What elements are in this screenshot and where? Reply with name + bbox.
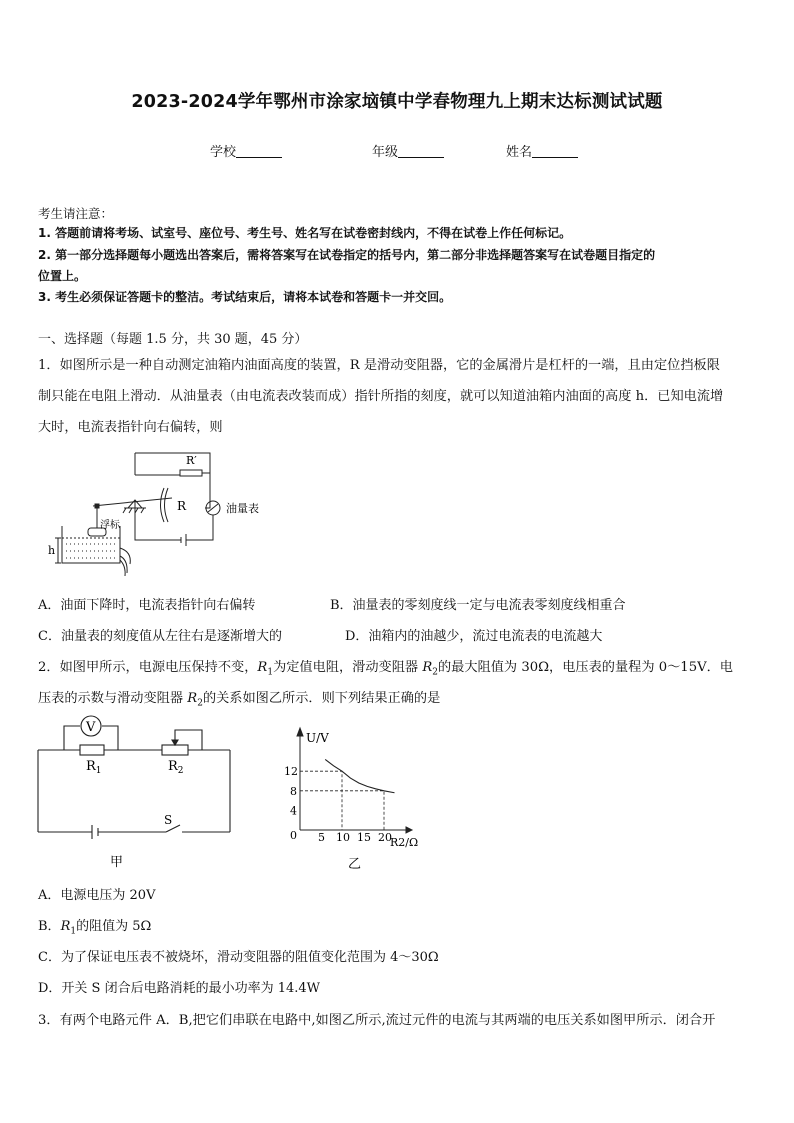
- q2-circuit-figure: [30, 710, 250, 875]
- x-tick-label: 15: [357, 831, 371, 844]
- r1-label: $R_1$: [86, 759, 102, 776]
- q2-option-d[interactable]: D．开关 S 闭合后电路消耗的最小功率为 14.4W: [38, 981, 321, 996]
- u-r2-curve: [325, 759, 394, 792]
- fig-jia-caption: 甲: [110, 855, 124, 870]
- q1-option-d[interactable]: D．油箱内的油越少，流过电流表的电流越大: [345, 629, 603, 644]
- notice-heading: 考生请注意：: [38, 206, 114, 221]
- q1-line-2: 制只能在电阻上滑动．从油量表（由电流表改装而成）指针所指的刻度，就可以知道油箱内油面的高度 h．已知电流增: [38, 389, 724, 404]
- q3-line-1: 3．有两个电路元件 A．B,把它们串联在电路中,如图乙所示,流过元件的电流与其两端的电压关系如图甲所示．闭合开: [38, 1013, 716, 1028]
- grade-label: 年级: [372, 145, 399, 160]
- y-tick-label: 12: [284, 765, 298, 779]
- q1-option-a[interactable]: A．油面下降时，电流表指针向右偏转: [38, 598, 256, 613]
- h-label: h: [48, 544, 56, 557]
- q1-line-1: 1．如图所示是一种自动测定油箱内油面高度的装置，R 是滑动变阻器，它的金属滑片是杠杆的一端，且由定位挡板限: [38, 358, 720, 373]
- q2-voltage-graph: [270, 722, 430, 872]
- notice-item-2-cont: 位置上。: [38, 269, 87, 283]
- school-blank[interactable]: [236, 144, 282, 158]
- name-blank[interactable]: [532, 144, 578, 158]
- q2-line-1: 2．如图甲所示，电源电压保持不变，$R_1$为定值电阻，滑动变阻器 $R_2$的最大阻值为 30Ω，电压表的量程为 0～15V．电: [38, 660, 733, 678]
- notice-item-1: 1. 答题前请将考场、试室号、座位号、考生号、姓名写在试卷密封线内，不得在试卷上作任何标记。: [38, 226, 572, 240]
- fig-yi-caption: 乙: [348, 857, 362, 872]
- q2-line-2: 压表的示数与滑动变阻器 $R_2$的关系如图乙所示．则下列结果正确的是: [38, 691, 441, 709]
- school-label: 学校: [210, 145, 237, 160]
- r-prime-label: R′: [186, 454, 197, 467]
- page-title: 2023-2024学年鄂州市涂家垴镇中学春物理九上期末达标测试试题: [131, 92, 663, 112]
- section-heading: 一、选择题（每题 1.5 分，共 30 题，45 分）: [38, 332, 308, 347]
- q1-option-b[interactable]: B．油量表的零刻度线一定与电流表零刻度线相重合: [330, 598, 626, 613]
- q2-option-c[interactable]: C．为了保证电压表不被烧坏，滑动变阻器的阻值变化范围为 4～30Ω: [38, 950, 439, 965]
- school-field: [210, 141, 282, 160]
- notice-item-3: 3. 考生必须保证答题卡的整洁。考试结束后，请将本试卷和答题卡一并交回。: [38, 290, 452, 304]
- q1-option-c[interactable]: C．油量表的刻度值从左往右是逐渐增大的: [38, 629, 282, 644]
- x-tick-label: 5: [318, 831, 325, 844]
- oil-meter-label: 油量表: [226, 502, 259, 515]
- q1-line-3: 大时，电流表指针向右偏转，则: [38, 420, 223, 435]
- q2-option-b[interactable]: B．$R_1$的阻值为 5Ω: [38, 919, 152, 937]
- r-label: R: [177, 499, 187, 513]
- origin-label: 0: [290, 829, 297, 842]
- name-label: 姓名: [506, 145, 533, 160]
- x-tick-label: 10: [336, 831, 350, 844]
- voltmeter-label: V: [86, 720, 96, 735]
- name-field: [506, 141, 578, 160]
- r2-label: $R_2$: [168, 759, 184, 776]
- x-tick-label: 20: [378, 831, 392, 844]
- y-axis-label: U/V: [306, 731, 329, 745]
- y-tick-label: 4: [290, 804, 297, 818]
- grade-blank[interactable]: [398, 144, 444, 158]
- x-axis-label: R2/Ω: [390, 836, 419, 849]
- grade-field: [372, 141, 444, 160]
- switch-label: S: [164, 813, 173, 827]
- float-label: 浮标: [100, 520, 120, 531]
- q2-option-a[interactable]: A．电源电压为 20V: [38, 888, 156, 903]
- q1-oil-gauge-figure: [40, 448, 280, 584]
- guide-line: [300, 771, 342, 830]
- notice-item-2: 2. 第一部分选择题每小题选出答案后，需将答案写在试卷指定的括号内，第二部分非选择题答案写在试卷题目指定的: [38, 248, 656, 262]
- y-tick-label: 8: [290, 784, 297, 798]
